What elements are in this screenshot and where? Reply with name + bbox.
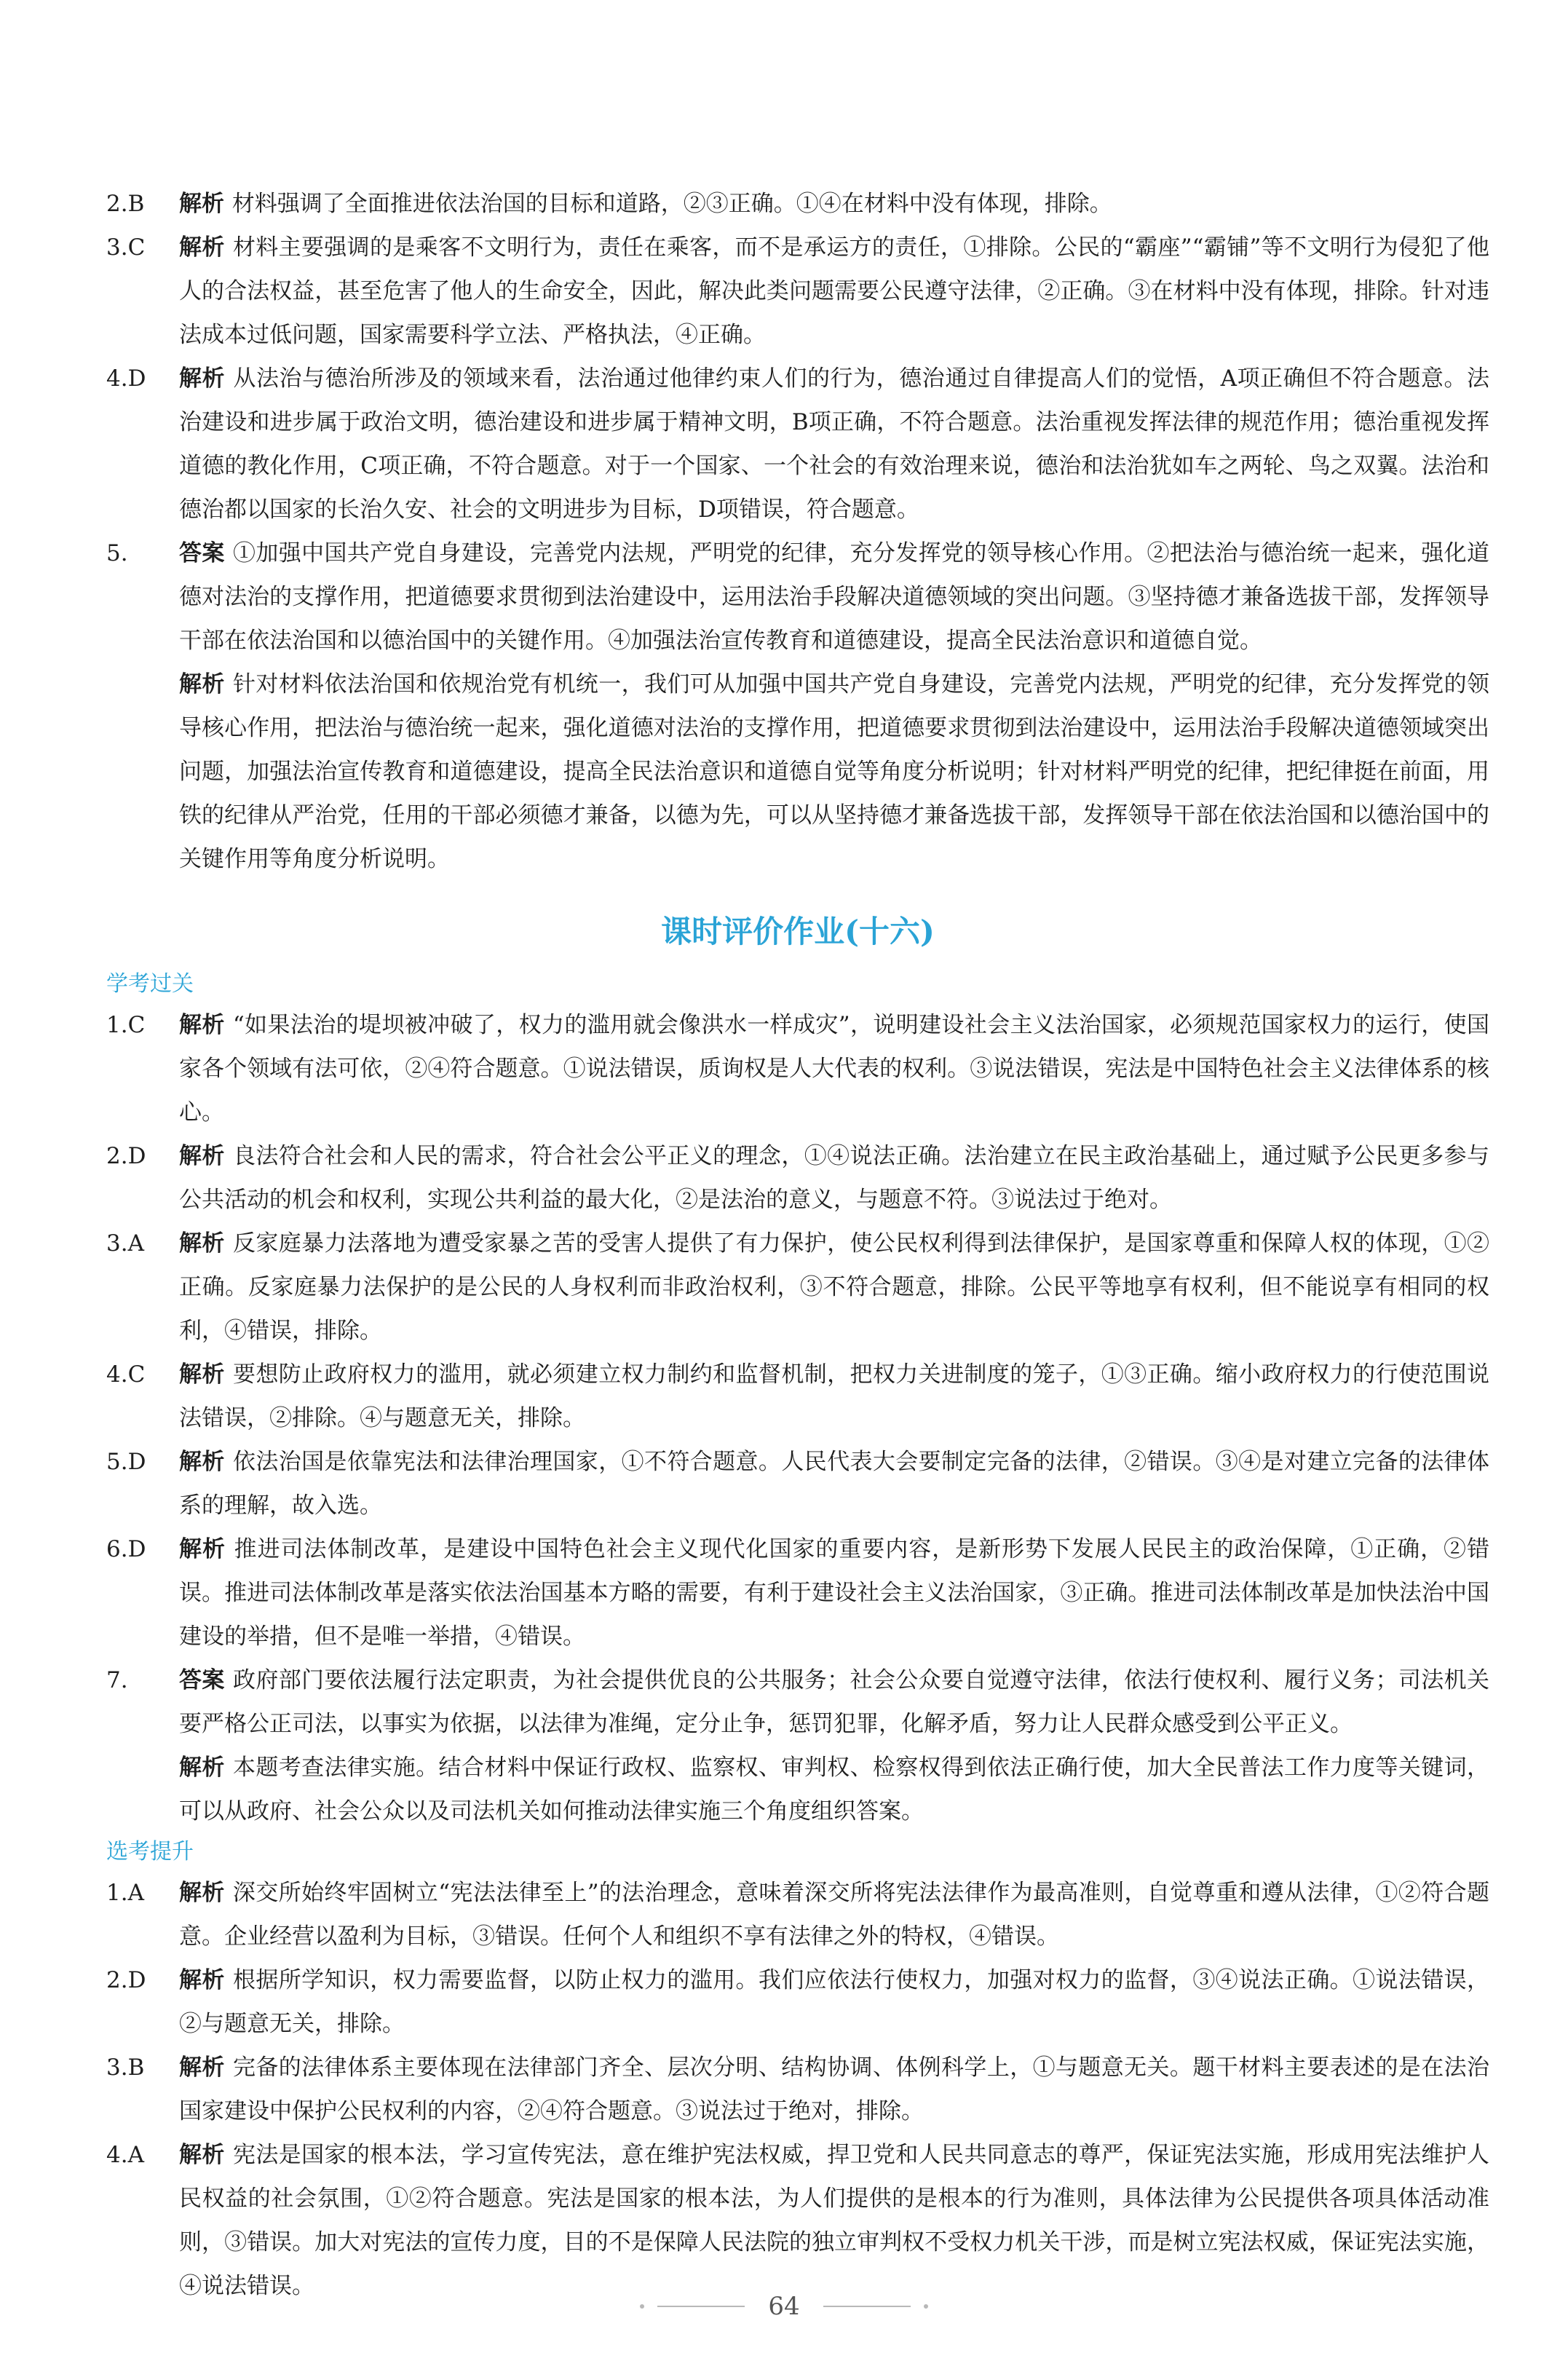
analysis-keyword: 解析 — [179, 1755, 225, 1781]
answer-text: ①加强中国共产党自身建设，完善党内法规，严明党的纪律，充分发挥党的领导核心作用。②把法治与德治统一起来，强化道德对法治的支撑作用，把道德要求贯彻到法治建设中，运用法治手段解决道德领域的突出问题。③坚持德才兼备选拔干部，发挥领导干部在依法治国和以德治国中的关键作用。④加强法治宣传教育和道德建设，提高全民法治意识和道德自觉。 — [179, 540, 1489, 654]
answer-item — [106, 1134, 1489, 1222]
analysis-keyword: 解析 — [179, 1449, 225, 1475]
answers-part-1 — [106, 182, 1489, 531]
analysis-text: 材料强调了全面推进依法治国的目标和道路，②③正确。①④在材料中没有体现，排除。 — [231, 191, 1112, 217]
analysis-keyword: 解析 — [179, 365, 226, 392]
question-number: 3.A — [106, 1230, 144, 1257]
answers-part-2 — [106, 1003, 1489, 1658]
analysis-text: 宪法是国家的根本法，学习宣传宪法，意在维护宪法权威，捍卫党和人民共同意志的尊严，保证宪法实施，形成用宪法维护人民权益的社会氛围，①②符合题意。宪法是国家的根本法，为人们提供的是根本的行为准则，具体法律为公民提供各项具体活动准则，③错误。加大对宪法的宣传力度，目的不是保障人民法院的独立审判权不受权力机关干涉，而是树立宪法权威，保证宪法实施，④说法错误。 — [179, 2142, 1489, 2299]
subsection-heading-basic: 学考过关 — [106, 971, 194, 997]
question-number: 4.C — [106, 1361, 146, 1388]
question-7 — [106, 1658, 1489, 1746]
analysis-keyword: 解析 — [179, 1012, 225, 1038]
question-number: 3.C — [106, 234, 146, 261]
answer-item — [106, 1222, 1489, 1353]
analysis-text: 材料主要强调的是乘客不文明行为，责任在乘客，而不是承运方的责任，①排除。公民的“霸座”“霸铺”等不文明行为侵犯了他人的合法权益，甚至危害了他人的生命安全，因此，解决此类问题需要公民遵守法律，②正确。③在材料中没有体现，排除。针对违法成本过低问题，国家需要科学立法、严格执法，④正确。 — [179, 234, 1489, 348]
question-number: 2.B — [106, 191, 145, 217]
analysis-keyword: 解析 — [179, 1230, 225, 1257]
analysis-text: 要想防止政府权力的滥用，就必须建立权力制约和监督机制，把权力关进制度的笼子，①③正确。缩小政府权力的行使范围说法错误，②排除。④与题意无关，排除。 — [179, 1361, 1489, 1431]
analysis-keyword: 解析 — [179, 2054, 225, 2081]
answer-item — [106, 2133, 1489, 2308]
analysis-text: 良法符合社会和人民的需求，符合社会公平正义的理念，①④说法正确。法治建立在民主政治基础上，通过赋予公民更多参与公共活动的机会和权利，实现公共利益的最大化，②是法治的意义，与题意不符。③说法过于绝对。 — [179, 1143, 1489, 1213]
analysis-text: 推进司法体制改革，是建设中国特色社会主义现代化国家的重要内容，是新形势下发展人民民主的政治保障，①正确，②错误。推进司法体制改革是落实依法治国基本方略的需要，有利于建设社会主义法治国家，③正确。推进司法体制改革是加快法治中国建设的举措，但不是唯一举措，④错误。 — [179, 1536, 1490, 1650]
page-number: 64 — [768, 2292, 800, 2321]
analysis-text: 从法治与德治所涉及的领域来看，法治通过他律约束人们的行为，德治通过自律提高人们的觉悟，A项正确但不符合题意。法治建设和进步属于政治文明，德治建设和进步属于精神文明，B项正确，不符合题意。法治重视发挥法律的规范作用；德治重视发挥道德的教化作用，C项正确，不符合题意。对于一个国家、一个社会的有效治理来说，德治和法治犹如车之两轮、鸟之双翼。法治和德治都以国家的长治久安、社会的文明进步为目标，D项错误，符合题意。 — [179, 365, 1490, 523]
footer-rule-left — [657, 2306, 745, 2307]
page-footer — [0, 2292, 1568, 2321]
answer-text: 政府部门要依法履行法定职责，为社会提供优良的公共服务；社会公众要自觉遵守法律，依法行使权利、履行义务；司法机关要严格公正司法，以事实为依据，以法律为准绳，定分止争，惩罚犯罪，化解矛盾，努力让人民群众感受到公平正义。 — [179, 1667, 1489, 1737]
analysis-text: 根据所学知识，权力需要监督，以防止权力的滥用。我们应依法行使权力，加强对权力的监督，③④说法正确。①说法错误，②与题意无关，排除。 — [179, 1967, 1489, 2037]
analysis-text: 完备的法律体系主要体现在法律部门齐全、层次分明、结构协调、体例科学上，①与题意无关。题干材料主要表述的是在法治国家建设中保护公民权利的内容，②④符合题意。③说法过于绝对，排除。 — [179, 2054, 1489, 2124]
answer-item — [106, 1353, 1489, 1440]
question-number: 3.B — [106, 2054, 145, 2081]
answer-item — [106, 1958, 1489, 2046]
question-number: 6.D — [106, 1536, 146, 1562]
question-number: 2.D — [106, 1143, 146, 1169]
answer-item — [106, 182, 1489, 226]
question-number: 1.C — [106, 1012, 146, 1038]
analysis-keyword: 解析 — [179, 1880, 225, 1906]
answer-item — [106, 226, 1489, 357]
analysis-text: 针对材料依法治国和依规治党有机统一，我们可从加强中国共产党自身建设，完善党内法规，严明党的纪律，充分发挥党的领导核心作用，把法治与德治统一起来，强化道德对法治的支撑作用，把道德要求贯彻到法治建设中，运用法治手段解决道德领域突出问题，加强法治宣传教育和道德建设，提高全民法治意识和道德自觉等角度分析说明；针对材料严明党的纪律，把纪律挺在前面，用铁的纪律从严治党，任用的干部必须德才兼备，以德为先，可以从坚持德才兼备选拔干部，发挥领导干部在依法治国和以德治国中的关键作用等角度分析说明。 — [179, 671, 1489, 872]
question-number: 4.A — [106, 2142, 144, 2168]
question-number: 4.D — [106, 365, 146, 392]
analysis-text: 深交所始终牢固树立“宪法法律至上”的法治理念，意味着深交所将宪法法律作为最高准则，自觉尊重和遵从法律，①②符合题意。企业经营以盈利为目标，③错误。任何个人和组织不享有法律之外的特权，④错误。 — [179, 1880, 1490, 1950]
analysis-keyword: 解析 — [179, 234, 225, 261]
answer-item — [106, 1871, 1489, 1958]
analysis-text: 反家庭暴力法落地为遭受家暴之苦的受害人提供了有力保护，使公民权利得到法律保护，是国家尊重和保障人权的体现，①②正确。反家庭暴力法保护的是公民的人身权利而非政治权利，③不符合题意，排除。公民平等地享有权利，但不能说享有相同的权利，④错误，排除。 — [179, 1230, 1489, 1344]
subsection-heading-advanced: 选考提升 — [106, 1839, 194, 1864]
question-number: 7. — [106, 1667, 128, 1693]
answer-item — [106, 2046, 1489, 2133]
analysis-text: “如果法治的堤坝被冲破了，权力的滥用就会像洪水一样成灾”，说明建设社会主义法治国家，必须规范国家权力的运行，使国家各个领域有法可依，②④符合题意。①说法错误，质询权是人大代表的权利。③说法错误，宪法是中国特色社会主义法律体系的核心。 — [179, 1012, 1490, 1126]
analysis-text: 依法治国是依靠宪法和法律治理国家，①不符合题意。人民代表大会要制定完备的法律，②错误。③④是对建立完备的法律体系的理解，故入选。 — [179, 1449, 1489, 1519]
analysis-keyword: 解析 — [179, 1967, 225, 1993]
answer-item — [106, 1003, 1489, 1134]
question-number: 5. — [106, 540, 128, 566]
answers-part-3 — [106, 1871, 1489, 2308]
analysis-keyword: 解析 — [179, 2142, 225, 2168]
question-number: 2.D — [106, 1967, 146, 1993]
question-number: 1.A — [106, 1880, 144, 1906]
analysis-keyword: 解析 — [179, 191, 224, 217]
answer-item — [106, 357, 1489, 531]
footer-dot-right — [924, 2304, 928, 2309]
content-area — [106, 182, 1489, 2308]
question-7-analysis — [106, 1746, 1489, 1833]
question-5-analysis — [106, 663, 1489, 881]
answer-keyword: 答案 — [179, 1667, 225, 1693]
analysis-keyword: 解析 — [179, 671, 225, 697]
answer-item — [106, 1440, 1489, 1527]
analysis-keyword: 解析 — [179, 1143, 225, 1169]
answer-item — [106, 1527, 1489, 1658]
analysis-text: 本题考查法律实施。结合材料中保证行政权、监察权、审判权、检察权得到依法正确行使，加大全民普法工作力度等关键词，可以从政府、社会公众以及司法机关如何推动法律实施三个角度组织答案。 — [179, 1755, 1489, 1824]
analysis-keyword: 解析 — [179, 1361, 225, 1388]
footer-dot-left — [640, 2304, 644, 2309]
answer-keyword: 答案 — [179, 540, 225, 566]
question-number: 5.D — [106, 1449, 146, 1475]
section-title: 课时评价作业(十六) — [661, 914, 935, 949]
analysis-keyword: 解析 — [179, 1536, 226, 1562]
question-5 — [106, 531, 1489, 663]
footer-rule-right — [823, 2306, 911, 2307]
